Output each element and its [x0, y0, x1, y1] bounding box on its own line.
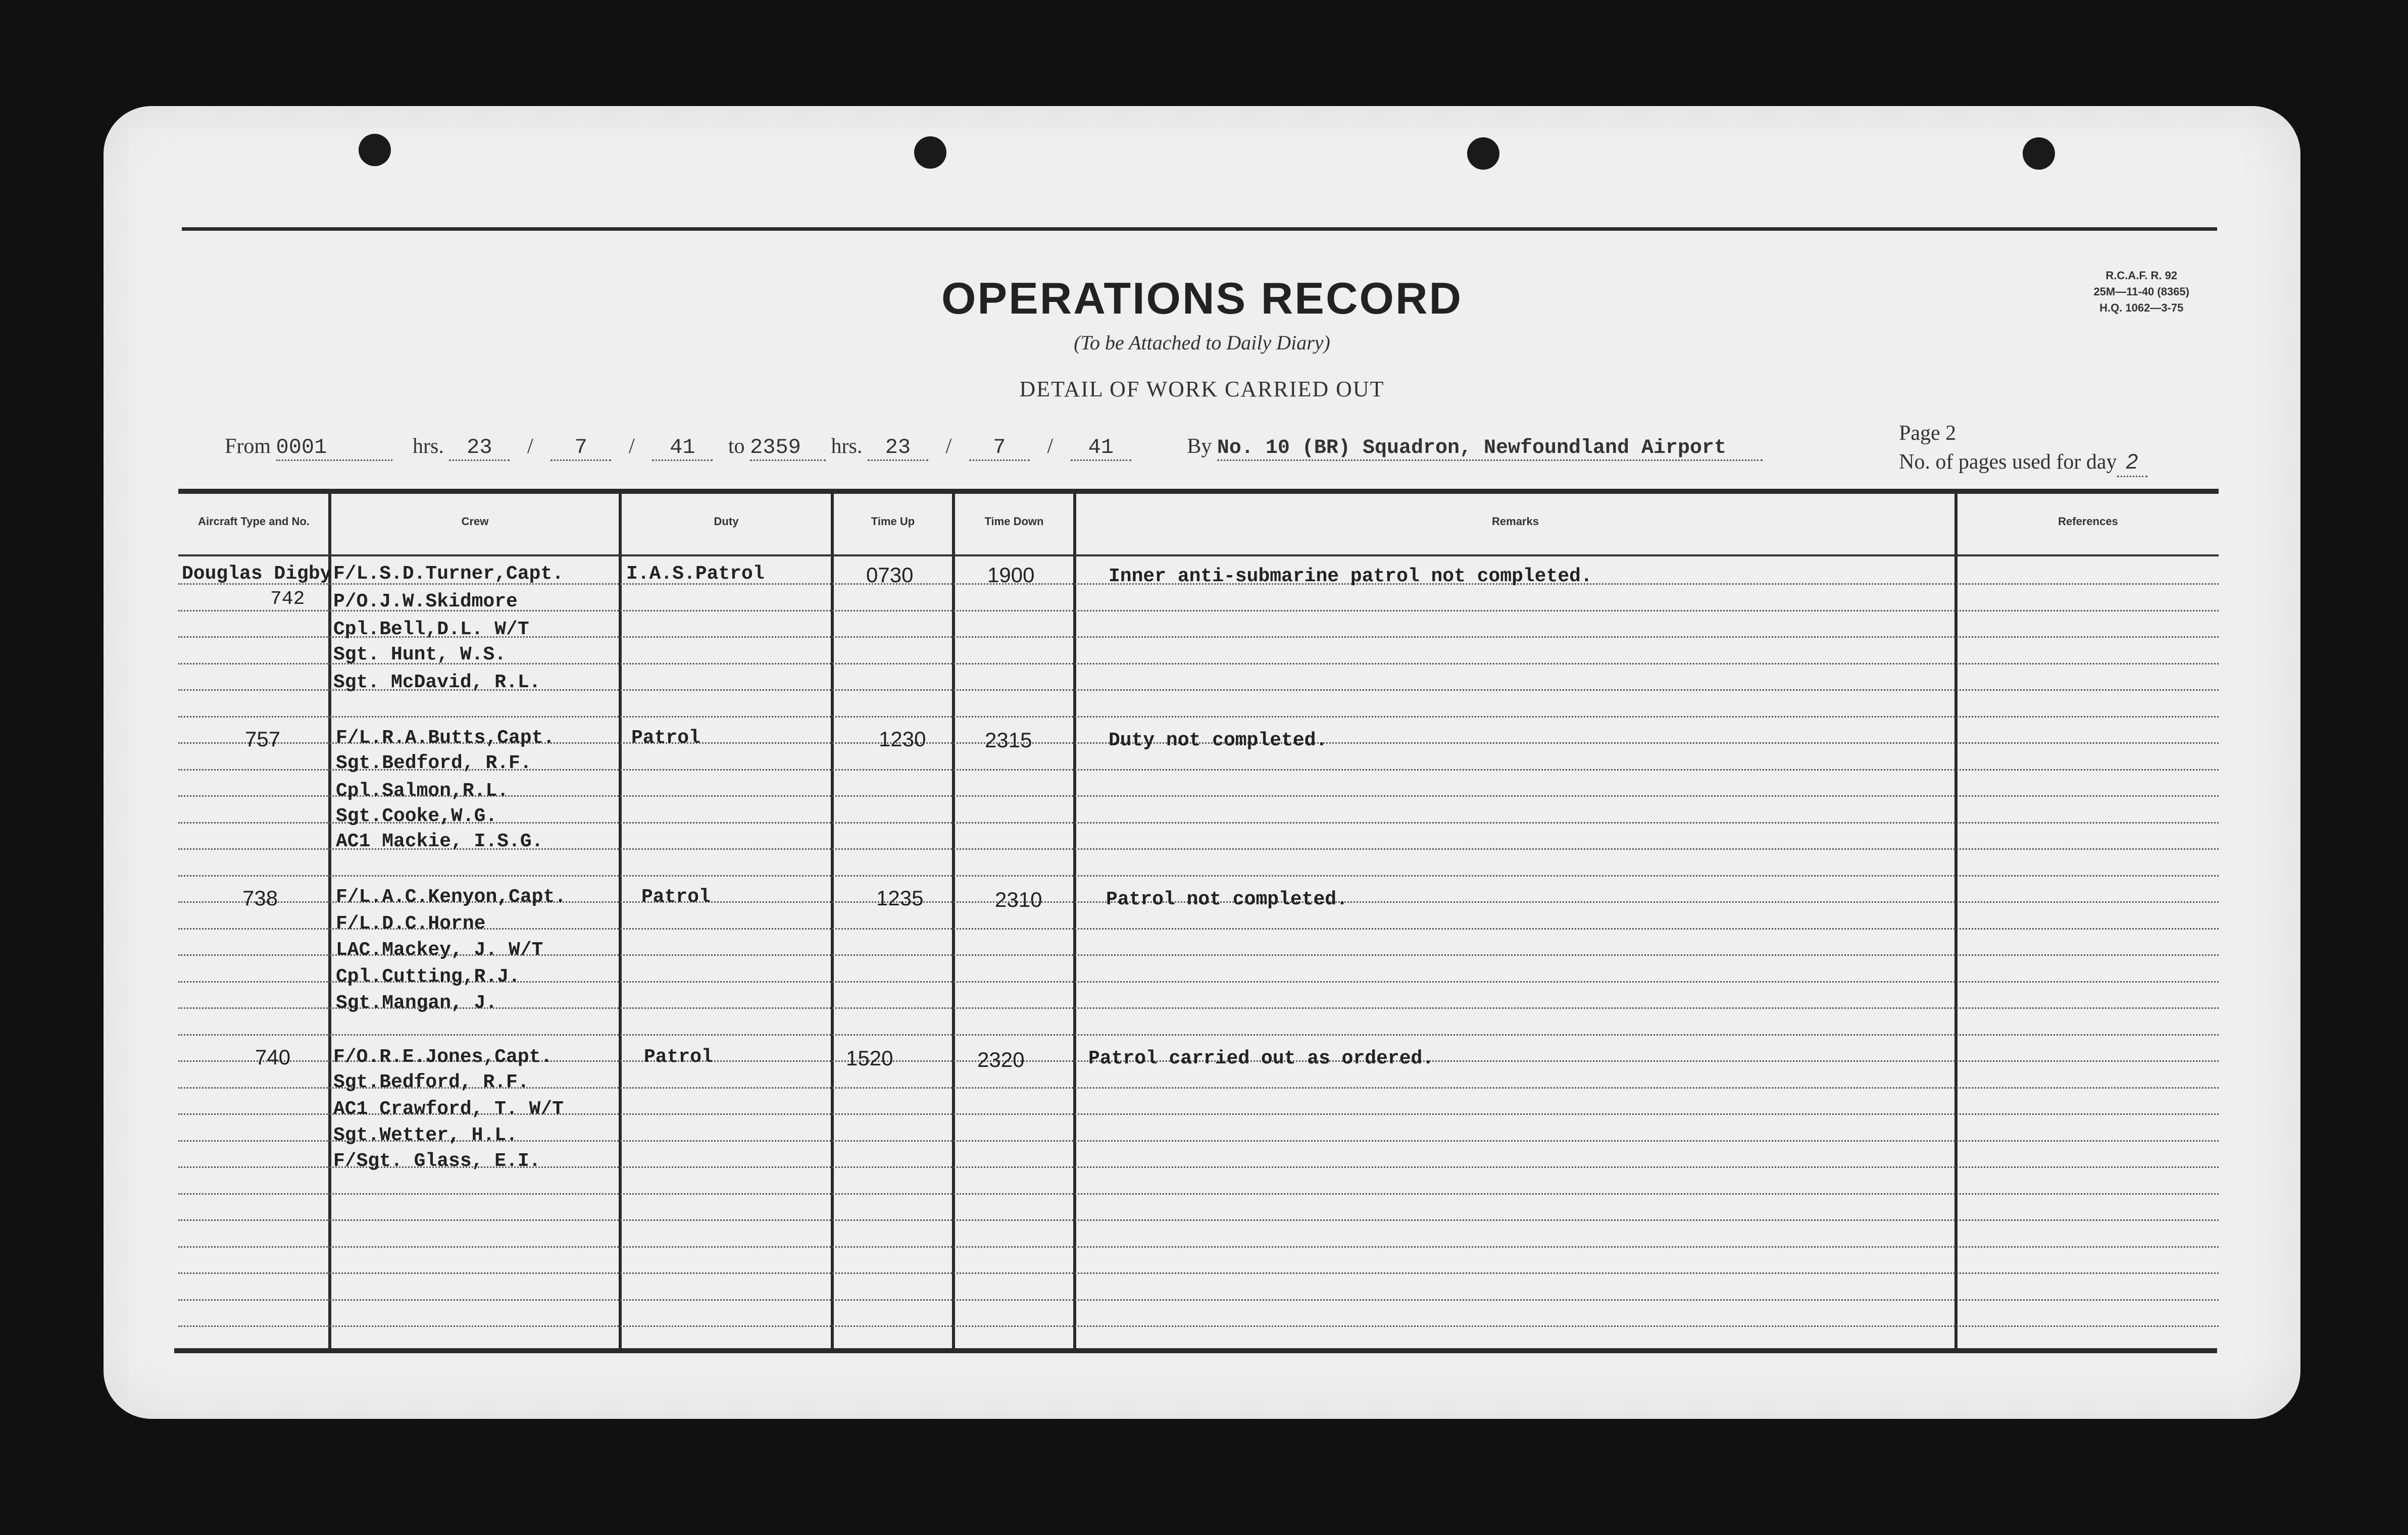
duty: I.A.S.Patrol: [626, 563, 765, 585]
crew-member: AC1 Crawford, T. W/T: [333, 1098, 564, 1120]
header-rule: [178, 554, 2219, 556]
page-subtitle: (To be Attached to Daily Diary): [1074, 331, 1330, 354]
ruled-line: [178, 1246, 2219, 1248]
crew-member: F/L.S.D.Turner,Capt.: [333, 563, 564, 585]
remarks: Patrol carried out as ordered.: [1088, 1048, 1434, 1069]
time-down: 2320: [977, 1048, 1025, 1071]
punch-hole: [359, 134, 391, 166]
column-header-time-up: Time Up: [871, 515, 915, 528]
from-year: 41: [652, 435, 713, 461]
table-bottom-rule: [174, 1348, 2217, 1353]
top-rule: [182, 227, 2217, 231]
ruled-line: [178, 1299, 2219, 1301]
hrs-label: hrs.: [831, 435, 863, 458]
form-code-line: R.C.A.F. R. 92: [2105, 269, 2178, 282]
column-header-aircraft: Aircraft Type and No.: [198, 515, 310, 528]
crew-member: Sgt.Cooke,W.G.: [336, 805, 497, 827]
to-time: 2359: [750, 435, 826, 461]
squadron: No. 10 (BR) Squadron, Newfoundland Airport: [1217, 437, 1763, 461]
from-day: 23: [449, 435, 510, 461]
crew-member: Sgt.Bedford, R.F.: [333, 1071, 529, 1093]
duty: Patrol: [631, 727, 700, 749]
from-label: From: [225, 435, 271, 458]
crew-member: Sgt. McDavid, R.L.: [333, 672, 541, 693]
to-label: to: [728, 435, 745, 458]
column-header-remarks: Remarks: [1492, 515, 1539, 528]
crew-member: F/L.A.C.Kenyon,Capt.: [336, 886, 567, 908]
punch-hole: [914, 136, 946, 169]
crew-member: Cpl.Cutting,R.J.: [336, 966, 520, 988]
time-down: 2315: [985, 728, 1032, 752]
crew-member: Cpl.Bell,D.L. W/T: [333, 619, 529, 640]
time-down: 1900: [987, 563, 1035, 587]
to-day: 23: [868, 435, 928, 461]
time-down: 2310: [995, 888, 1042, 911]
remarks: Duty not completed.: [1109, 730, 1328, 751]
ruled-line: [178, 1325, 2219, 1327]
remarks: Patrol not completed.: [1106, 889, 1348, 910]
time-up: 1235: [876, 886, 924, 910]
hrs-label: hrs.: [413, 435, 444, 458]
pages-used-value: 2: [2117, 447, 2147, 477]
crew-member: F/Sgt. Glass, E.I.: [333, 1150, 541, 1172]
to-month: 7: [969, 435, 1030, 461]
aircraft-number: 757: [245, 727, 281, 751]
crew-member: F/L.R.A.Butts,Capt.: [336, 727, 555, 749]
punch-hole: [2023, 137, 2055, 170]
period-line: From 0001 hrs. 23 / 7 / 41 to 2359 hrs. 23 / 7 / 41 By No. 10 (BR) Squadron, Newfoundland Airport: [225, 434, 1763, 461]
time-up: 1520: [846, 1046, 893, 1070]
column-header-crew: Crew: [461, 515, 489, 528]
from-time: 0001: [276, 435, 392, 461]
form-code-line: 25M—11-40 (8365): [2093, 285, 2189, 298]
aircraft-type: Douglas Digby: [182, 563, 332, 585]
page-number: Page 2: [1899, 422, 1956, 445]
from-month: 7: [550, 435, 611, 461]
crew-member: F/L.D.C.Horne: [336, 913, 486, 935]
page-title: OPERATIONS RECORD: [941, 273, 1463, 323]
pages-used-label: No. of pages used for day: [1899, 450, 2117, 474]
ruled-line: [178, 716, 2219, 718]
record-sheet: [104, 106, 2300, 1419]
duty: Patrol: [641, 886, 711, 908]
ruled-line: [178, 1219, 2219, 1221]
remarks: Inner anti-submarine patrol not completed.: [1109, 566, 1592, 587]
page-info: [1899, 419, 2147, 477]
crew-member: Sgt. Hunt, W.S.: [333, 644, 507, 666]
by-label: By: [1187, 435, 1212, 458]
crew-member: Sgt.Mangan, J.: [336, 992, 497, 1014]
section-heading: DETAIL OF WORK CARRIED OUT: [1019, 377, 1385, 401]
time-up: 1230: [879, 727, 926, 751]
ruled-line: [178, 1272, 2219, 1274]
column-header-time-down: Time Down: [984, 515, 1044, 528]
aircraft-number: 738: [242, 886, 278, 910]
crew-member: LAC.Mackey, J. W/T: [336, 939, 543, 961]
to-year: 41: [1071, 435, 1131, 461]
crew-member: Sgt.Bedford, R.F.: [336, 752, 532, 774]
crew-member: F/O.R.E.Jones,Capt.: [333, 1046, 553, 1068]
crew-member: P/O.J.W.Skidmore: [333, 591, 518, 612]
ruled-line: [178, 1034, 2219, 1036]
crew-member: Cpl.Salmon,R.L.: [336, 780, 509, 802]
column-header-references: References: [2058, 515, 2118, 528]
ruled-line: [178, 1193, 2219, 1195]
table-top-rule: [178, 489, 2219, 494]
form-code-line: H.Q. 1062—3-75: [2099, 301, 2184, 314]
ruled-line: [178, 875, 2219, 877]
aircraft-number: 742: [270, 588, 305, 610]
aircraft-number: 740: [255, 1045, 291, 1069]
crew-member: AC1 Mackie, I.S.G.: [336, 831, 543, 852]
time-up: 0730: [866, 563, 914, 587]
duty: Patrol: [644, 1046, 713, 1068]
punch-hole: [1467, 137, 1499, 170]
column-header-duty: Duty: [714, 515, 739, 528]
crew-member: Sgt.Wetter, H.L.: [333, 1124, 518, 1146]
